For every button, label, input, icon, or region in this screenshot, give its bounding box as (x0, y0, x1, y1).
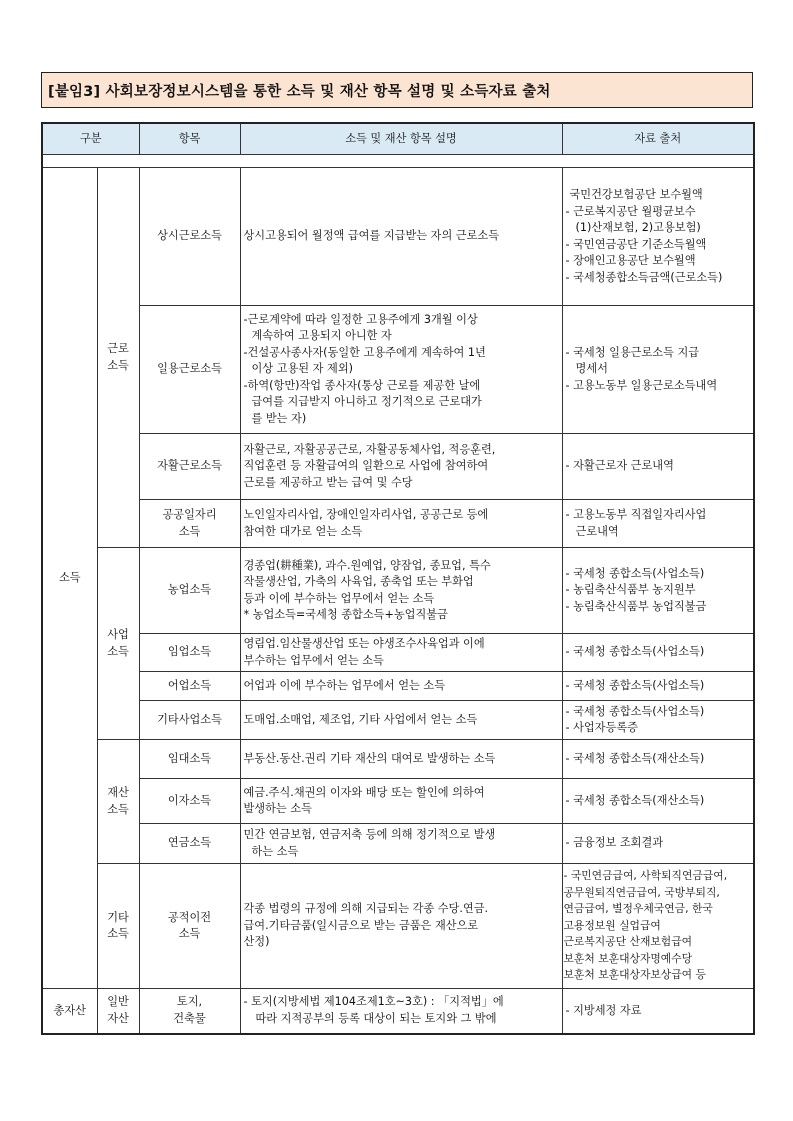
description-cell (240, 779, 562, 824)
table-row (42, 548, 754, 634)
text-line: 상시고용되어 월정액 급여를 지급받는 자의 근로소득 (243, 229, 500, 243)
text-line: 영림업.임산물생산업 또는 야생조수사육업과 이에 (243, 637, 485, 650)
group-total-assets: 총자산 (42, 989, 97, 1034)
text-line: - 국세청 종합소득(사업소득) (565, 704, 705, 718)
description-cell (240, 864, 562, 989)
source-cell (562, 168, 754, 306)
text-line: 계속하여 고용되지 아니한 자 (251, 329, 392, 343)
text-line: 경종업(耕種業), 과수.원예업, 양잠업, 종묘업, 특수 (243, 558, 491, 572)
text-line: 근로내역 (575, 524, 619, 538)
text-line: 어업과 이에 부수하는 업무에서 얻는 소득 (243, 678, 446, 692)
text-line: 급여를 지급받지 아니하고 정기적으로 근로대가 (251, 395, 482, 409)
text-line: 근로를 제공하고 받는 급여 및 수당 (243, 475, 413, 489)
text-line: -근로계약에 따라 일정한 고용주에게 3개월 이상 (243, 312, 478, 326)
table-row (42, 864, 754, 989)
text-line: - 근로복지공단 월평균보수 (565, 204, 696, 218)
source-cell (562, 634, 754, 672)
text-line: 산정) (243, 935, 270, 949)
description-cell (240, 548, 562, 634)
text-line: - 금융정보 조회결과 (565, 836, 664, 850)
table-row (42, 824, 754, 864)
spacer-row (42, 155, 754, 168)
table-row (42, 634, 754, 672)
source-cell (562, 500, 754, 548)
text-line: 이상 고용된 자 제외) (251, 362, 353, 376)
table-row (42, 779, 754, 824)
text-line: 명세서 (575, 362, 608, 376)
table-header-row (42, 123, 754, 155)
header-source: 자료 출처 (562, 123, 754, 155)
description-cell (240, 989, 562, 1034)
text-line: * 농업소득=국세청 종합소득+농업직불금 (243, 608, 448, 621)
text-line: 자활근로, 자활공공근로, 자활공동체사업, 적응훈련, (243, 442, 496, 456)
page-title: [붙임3] 사회보장정보시스템을 통한 소득 및 재산 항목 설명 및 소득자료 출처 (41, 72, 753, 108)
item-cell: 농업소득 (139, 548, 240, 634)
table-row (42, 500, 754, 548)
table-row (42, 740, 754, 779)
group-labor-income: 근로 소득 (97, 168, 139, 548)
source-cell (562, 306, 754, 434)
text-line: 부동산.동산.권리 기타 재산의 대여로 발생하는 소득 (243, 751, 496, 765)
text-line: - 고용노동부 직접일자리사업 (565, 508, 707, 521)
item-cell: 임대소득 (139, 740, 240, 779)
text-line: - 농림축산식품부 농지원부 (565, 583, 696, 597)
item-cell: 공공일자리 소득 (139, 500, 240, 548)
item-cell: 일용근로소득 (139, 306, 240, 434)
table-row (42, 672, 754, 701)
text-line: 따라 지적공부의 등록 대상이 되는 토지와 그 밖에 (255, 1011, 497, 1025)
item-cell: 토지, 건축물 (139, 989, 240, 1034)
text-line: 보훈처 보훈대상자명예수당 (563, 951, 693, 965)
text-line: - 국세청 종합소득(재산소득) (565, 751, 705, 765)
text-line: 도매업.소매업, 제조업, 기타 사업에서 얻는 소득 (243, 712, 478, 726)
item-cell: 자활근로소득 (139, 434, 240, 500)
description-cell (240, 824, 562, 864)
description-cell (240, 168, 562, 306)
text-line: 근로복지공단 산재보험급여 (563, 935, 693, 949)
source-cell (562, 740, 754, 779)
source-cell (562, 989, 754, 1034)
source-cell (562, 824, 754, 864)
item-cell: 기타사업소득 (139, 701, 240, 740)
group-general-assets: 일반 자산 (97, 989, 139, 1034)
source-cell (562, 701, 754, 740)
description-cell (240, 634, 562, 672)
text-line: 를 받는 자) (251, 411, 307, 425)
text-line: 직업훈련 등 자활급여의 일환으로 사업에 참여하여 (243, 459, 489, 473)
text-line: - 장애인고용공단 보수월액 (565, 254, 696, 267)
text-line: - 국세청종합소득금액(근로소득) (565, 270, 723, 284)
description-cell (240, 500, 562, 548)
text-line: 공무원퇴직연금급여, 국방부퇴직, (563, 885, 720, 899)
table-row (42, 989, 754, 1034)
text-line: 민간 연금보험, 연금저축 등에 의해 정기적으로 발생 (243, 828, 496, 841)
text-line: - 국민연금공단 기준소득월액 (565, 237, 707, 251)
group-income: 소득 (42, 168, 97, 989)
text-line: 예금.주식.채권의 이자와 배당 또는 할인에 의하여 (243, 785, 485, 799)
group-other-income: 기타 소득 (97, 864, 139, 989)
text-line: 국민건강보험공단 보수월액 (569, 188, 703, 201)
item-cell: 어업소득 (139, 672, 240, 701)
text-line: - 고용노동부 일용근로소득내역 (565, 378, 718, 392)
text-line: 각종 법령의 규정에 의해 지급되는 각종 수당.연금. (243, 902, 489, 916)
text-line: 등과 이에 부수하는 업무에서 얻는 소득 (243, 591, 435, 605)
item-cell: 공적이전 소득 (139, 864, 240, 989)
text-line: - 사업자등록증 (565, 721, 638, 734)
item-cell: 연금소득 (139, 824, 240, 864)
text-line: (1)산재보험, 2)고용보험) (575, 221, 701, 234)
header-description: 소득 및 재산 항목 설명 (240, 123, 562, 155)
text-line: - 농림축산식품부 농업직불금 (565, 599, 707, 613)
item-cell: 이자소득 (139, 779, 240, 824)
text-line: - 국민연금급여, 사학퇴직연금급여, (563, 869, 728, 883)
header-item: 항목 (139, 123, 240, 155)
source-cell (562, 779, 754, 824)
item-cell: 임업소득 (139, 634, 240, 672)
text-line: 고용정보원 실업급여 (563, 918, 661, 932)
text-line: -건설공사종사자(동일한 고용주에게 계속하여 1년 (243, 345, 486, 359)
text-line: 발생하는 소득 (243, 802, 312, 815)
source-cell (562, 864, 754, 989)
item-cell: 상시근로소득 (139, 168, 240, 306)
text-line: - 자활근로자 근로내역 (565, 459, 674, 473)
description-cell (240, 701, 562, 740)
table-row (42, 434, 754, 500)
description-cell (240, 434, 562, 500)
text-line: 보훈처 보훈대상자보상급여 등 (563, 968, 706, 982)
text-line: - 국세청 종합소득(재산소득) (565, 793, 705, 807)
text-line: - 국세청 일용근로소득 지급 (565, 345, 700, 359)
text-line: 급여.기타금품(일시금으로 받는 금품은 재산으로 (243, 918, 479, 932)
source-cell (562, 672, 754, 701)
text-line: - 국세청 종합소득(사업소득) (565, 645, 705, 659)
text-line: - 국세청 종합소득(사업소득) (565, 678, 705, 692)
text-line: -하역(항만)작업 종사자(통상 근로를 제공한 날에 (243, 378, 481, 392)
table-row (42, 168, 754, 306)
group-property-income: 재산 소득 (97, 740, 139, 864)
text-line: 하는 소득 (251, 844, 299, 858)
table-row (42, 701, 754, 740)
source-cell (562, 548, 754, 634)
text-line: 참여한 대가로 얻는 소득 (243, 524, 363, 538)
table-row (42, 306, 754, 434)
header-category: 구분 (42, 123, 139, 155)
income-property-table (41, 122, 755, 1035)
text-line: 작물생산업, 가축의 사육업, 종축업 또는 부화업 (243, 575, 474, 588)
source-cell (562, 434, 754, 500)
description-cell (240, 306, 562, 434)
description-cell (240, 740, 562, 779)
description-cell (240, 672, 562, 701)
text-line: - 토지(지방세법 제104조제1호~3호) : 「지적법」에 (243, 995, 504, 1009)
text-line: - 지방세정 자료 (565, 1003, 642, 1017)
text-line: 연금급여, 별정우체국연금, 한국 (563, 902, 713, 916)
group-business-income: 사업 소득 (97, 548, 139, 740)
text-line: 노인일자리사업, 장애인일자리사업, 공공근로 등에 (243, 508, 489, 521)
text-line: - 국세청 종합소득(사업소득) (565, 566, 705, 580)
text-line: 부수하는 업무에서 얻는 소득 (243, 653, 384, 667)
